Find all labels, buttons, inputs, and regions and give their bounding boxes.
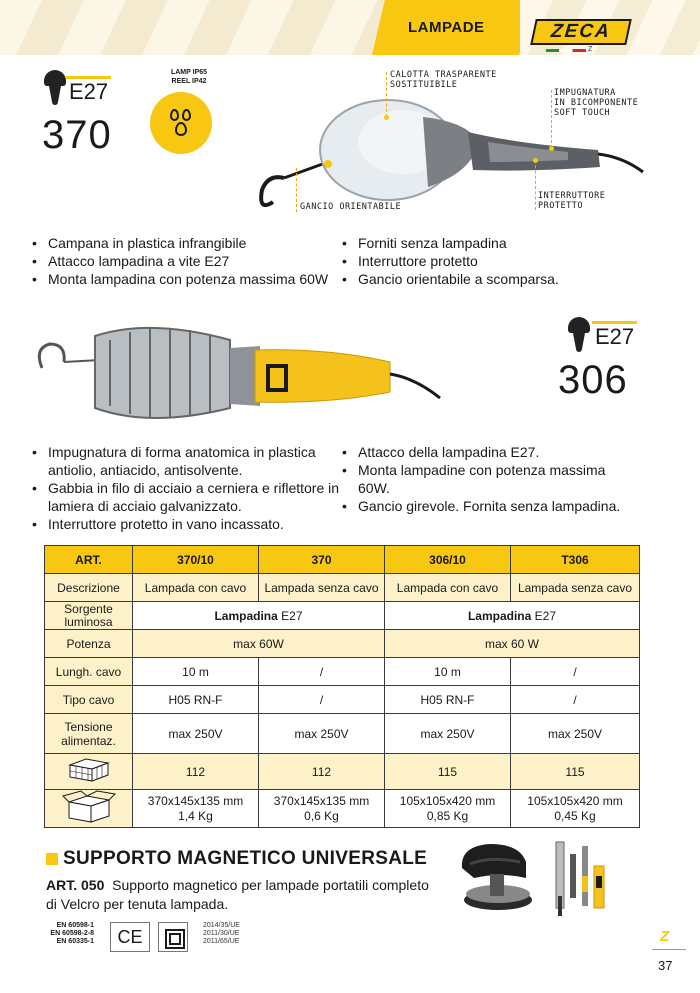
- bulb-icon: [568, 317, 590, 353]
- row-label: Lungh. cavo: [45, 658, 133, 686]
- table-row: [45, 630, 640, 658]
- support-usage-image: [548, 836, 618, 924]
- list-item: • Forniti senza lampadina: [340, 234, 640, 252]
- list-item: • Monta lampadine con potenza massima 60W.: [340, 461, 640, 497]
- list-item: • Interruttore protetto: [340, 252, 640, 270]
- table-row: [45, 790, 640, 828]
- list-item: • Attacco lampadina a vite E27: [30, 252, 330, 270]
- table-cell: Lampada senza cavo: [259, 574, 385, 602]
- table-cell: /: [259, 686, 385, 714]
- table-cell: max 250V: [511, 714, 640, 754]
- waterproof-drops-icon: [150, 92, 212, 154]
- table-cell: max 250V: [259, 714, 385, 754]
- table-cell: /: [511, 658, 640, 686]
- page-number: 37: [658, 958, 673, 973]
- table-cell: 10 m: [133, 658, 259, 686]
- list-item: • Campana in plastica infrangibile: [30, 234, 330, 252]
- callout-line: [535, 160, 536, 210]
- list-item: • Attacco della lampadina E27.: [340, 443, 640, 461]
- magnetic-support-image: [440, 838, 544, 918]
- table-cell: max 250V: [385, 714, 511, 754]
- row-label: Tipo cavo: [45, 686, 133, 714]
- support-title: SUPPORTO MAGNETICO UNIVERSALE: [63, 848, 428, 869]
- socket-label: E27: [66, 76, 111, 105]
- product1-features-right: [340, 234, 640, 288]
- table-cell: 370x145x135 mm 1,4 Kg: [133, 790, 259, 828]
- table-row: [45, 574, 640, 602]
- table-cell: /: [259, 658, 385, 686]
- table-cell: 105x105x420 mm 0,85 Kg: [385, 790, 511, 828]
- row-label: Tensione alimentaz.: [45, 714, 133, 754]
- callout-line: [386, 72, 387, 117]
- callout-line: [551, 90, 552, 148]
- section-bullet-square: [46, 853, 58, 865]
- table-cell: 370x145x135 mm 0,6 Kg: [259, 790, 385, 828]
- table-row: [45, 714, 640, 754]
- table-row: [45, 686, 640, 714]
- table-cell: /: [511, 686, 640, 714]
- callout-line: [296, 168, 297, 212]
- row-label: Descrizione: [45, 574, 133, 602]
- socket-label: E27: [592, 321, 637, 350]
- table-cell: 105x105x420 mm 0,45 Kg: [511, 790, 640, 828]
- table-cell: Lampada con cavo: [385, 574, 511, 602]
- list-item: • Monta lampadina con potenza massima 60W: [30, 270, 330, 288]
- callout-dot: [384, 115, 389, 120]
- table-row: [45, 754, 640, 790]
- callout-dot: [533, 158, 538, 163]
- table-cell: max 60 W: [385, 630, 640, 658]
- table-cell: Lampada con cavo: [133, 574, 259, 602]
- header-cell: 370/10: [133, 546, 259, 574]
- product2-features-left: [30, 443, 350, 533]
- list-item: • Impugnatura di forma anatomica in plastica antiolio, antiacido, antisolvente.: [30, 443, 350, 479]
- model-number: 306: [558, 358, 628, 402]
- spec-table: [44, 545, 640, 828]
- callout-calotta: CALOTTA TRASPARENTE SOSTITUIBILE: [390, 70, 497, 90]
- list-item: • Gancio orientabile a scomparsa.: [340, 270, 640, 288]
- header-stripes: [0, 0, 385, 55]
- table-row: [45, 658, 640, 686]
- table-cell: max 60W: [133, 630, 385, 658]
- table-cell: 115: [511, 754, 640, 790]
- header-cell: ART.: [45, 546, 133, 574]
- table-cell: Lampada senza cavo: [511, 574, 640, 602]
- table-row: [45, 602, 640, 630]
- product1-features-left: [30, 234, 330, 288]
- list-item: • Gancio girevole. Fornita senza lampadina.: [340, 497, 640, 515]
- section-title: LAMPADE: [408, 19, 485, 36]
- table-cell: H05 RN-F: [133, 686, 259, 714]
- bulb-icon: [44, 70, 66, 106]
- header-cell: T306: [511, 546, 640, 574]
- ce-mark-icon: CE: [110, 922, 150, 952]
- flag-stripe: [546, 49, 586, 52]
- page-divider: [652, 949, 686, 950]
- callout-dot: [549, 146, 554, 151]
- callout-gancio: GANCIO ORIENTABILE: [300, 202, 402, 212]
- directives-list: 2014/35/UE 2011/30/UE 2011/65/UE: [203, 922, 240, 945]
- callout-impugnatura: IMPUGNATURA IN BICOMPONENTE SOFT TOUCH: [554, 88, 639, 118]
- callout-interruttore: INTERRUTTORE PROTETTO: [538, 191, 606, 211]
- ip-rating: LAMP IP65 REEL IP42: [170, 69, 208, 85]
- row-label: Sorgente luminosa: [45, 602, 133, 630]
- brand-logo: ZECA: [530, 19, 632, 45]
- table-cell: max 250V: [133, 714, 259, 754]
- table-cell: 10 m: [385, 658, 511, 686]
- model-number: 370: [42, 113, 112, 157]
- list-item: • Interruttore protetto in vano incassato.: [30, 515, 350, 533]
- hand-lamp-306-image: [30, 318, 450, 428]
- brand-corner-icon: Z: [660, 928, 670, 945]
- table-cell: Lampadina E27: [133, 602, 385, 630]
- table-cell: Lampadina E27: [385, 602, 640, 630]
- table-header-row: [45, 546, 640, 574]
- table-cell: 112: [133, 754, 259, 790]
- brand-sub: Z: [588, 46, 593, 53]
- header-cell: 306/10: [385, 546, 511, 574]
- header-cell: 370: [259, 546, 385, 574]
- table-cell: 115: [385, 754, 511, 790]
- box-icon: [45, 790, 133, 828]
- pallet-icon: [45, 754, 133, 790]
- support-description: ART. 050 Supporto magnetico per lampade portatili completo di Velcro per tenuta lampada.: [46, 877, 429, 912]
- product2-features-right: [340, 443, 640, 515]
- standards-list: EN 60598-1 EN 60598-2-8 EN 60335-1: [50, 922, 94, 945]
- double-insulation-icon: [158, 922, 188, 952]
- list-item: • Gabbia in filo di acciaio a cerniera e riflettore in lamiera di acciaio galvanizzato.: [30, 479, 350, 515]
- table-cell: H05 RN-F: [385, 686, 511, 714]
- row-label: Potenza: [45, 630, 133, 658]
- table-cell: 112: [259, 754, 385, 790]
